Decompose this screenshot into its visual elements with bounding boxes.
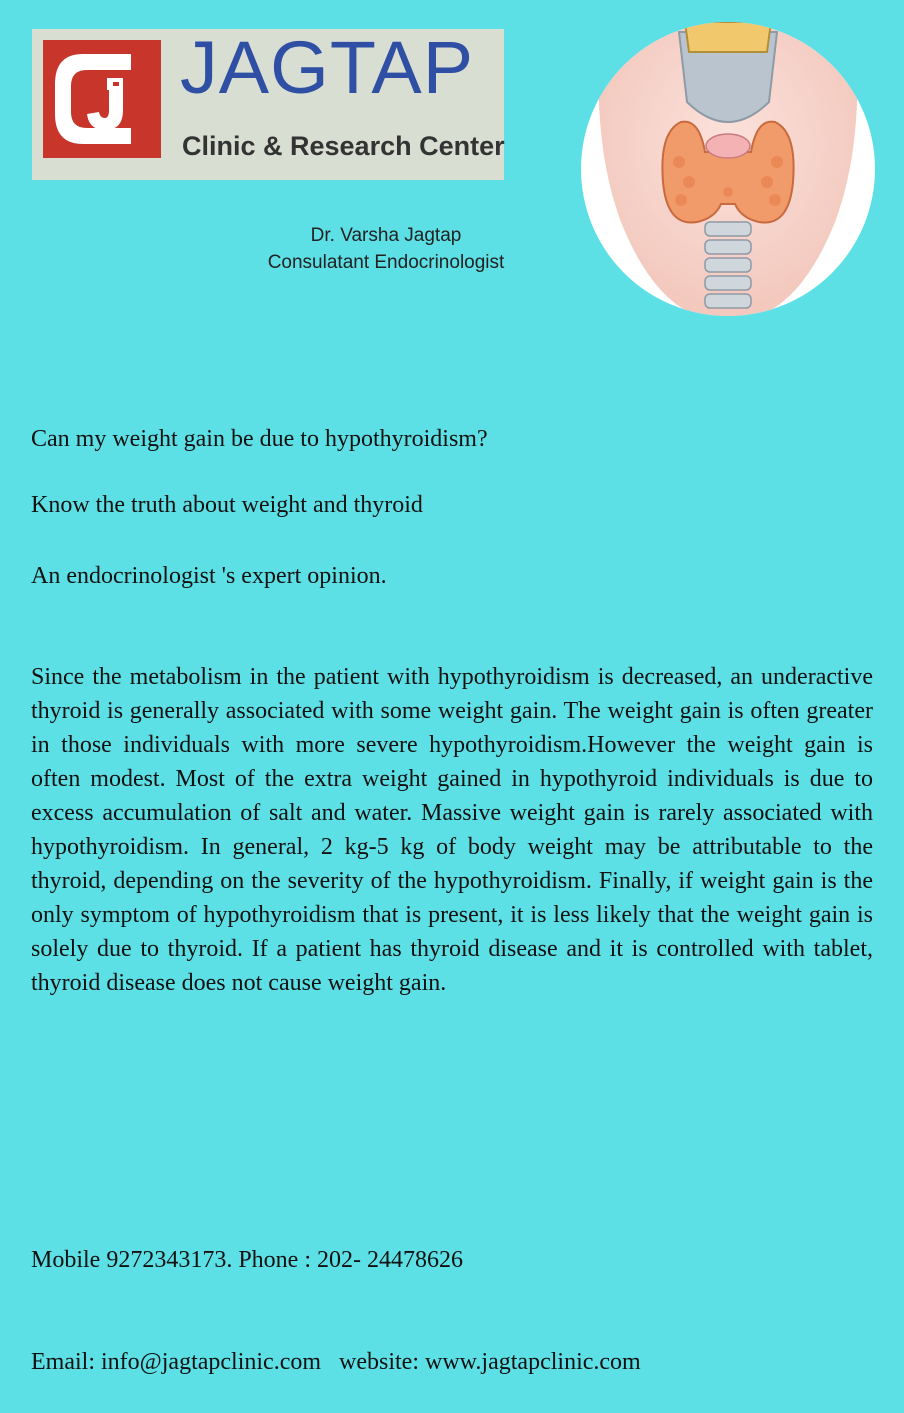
doctor-title: Consulatant Endocrinologist <box>267 252 505 273</box>
article-body: Since the metabolism in the patient with hypothyroidism is decreased, an underactive thyroid is generally associated with some weight gain. The weight gain is often greater in those individuals with more severe hypothyroidism.However the weight gain is often modest. Most of the extra weight gained in hypothyroid individuals is due to excess accumulation of salt and water. Massive weight gain is rarely associated with hypothyroidism. In general, 2 kg-5 kg of body weight may be attributable to the thyroid, depending on the severity of the hypothyroidism. Finally, if weight gain is the only symptom of hypothyroidism that is present, it is less likely that the weight gain is solely due to thyroid. If a patient has thyroid disease and it is controlled with tablet, thyroid disease does not cause weight gain. <box>31 664 873 996</box>
doctor-info <box>238 222 534 276</box>
truth-heading: Know the truth about weight and thyroid <box>31 492 423 518</box>
contact-email-website: Email: info@jagtapclinic.com website: www.jagtapclinic.com <box>31 1349 641 1375</box>
clinic-logo <box>32 26 505 180</box>
doctor-name: Dr. Varsha Jagtap <box>310 225 462 246</box>
thyroid-illustration-icon <box>581 22 875 316</box>
contact-phones: Mobile 9272343173. Phone : 202- 24478626 <box>31 1247 463 1273</box>
opinion-heading: An endocrinologist 's expert opinion. <box>31 563 387 589</box>
logo-mark-icon <box>43 40 161 158</box>
contact-info <box>31 1175 641 1413</box>
question-heading: Can my weight gain be due to hypothyroidism? <box>31 426 488 452</box>
logo-name: JAGTAP <box>180 26 475 109</box>
logo-subtitle: Clinic & Research Center <box>182 131 505 161</box>
